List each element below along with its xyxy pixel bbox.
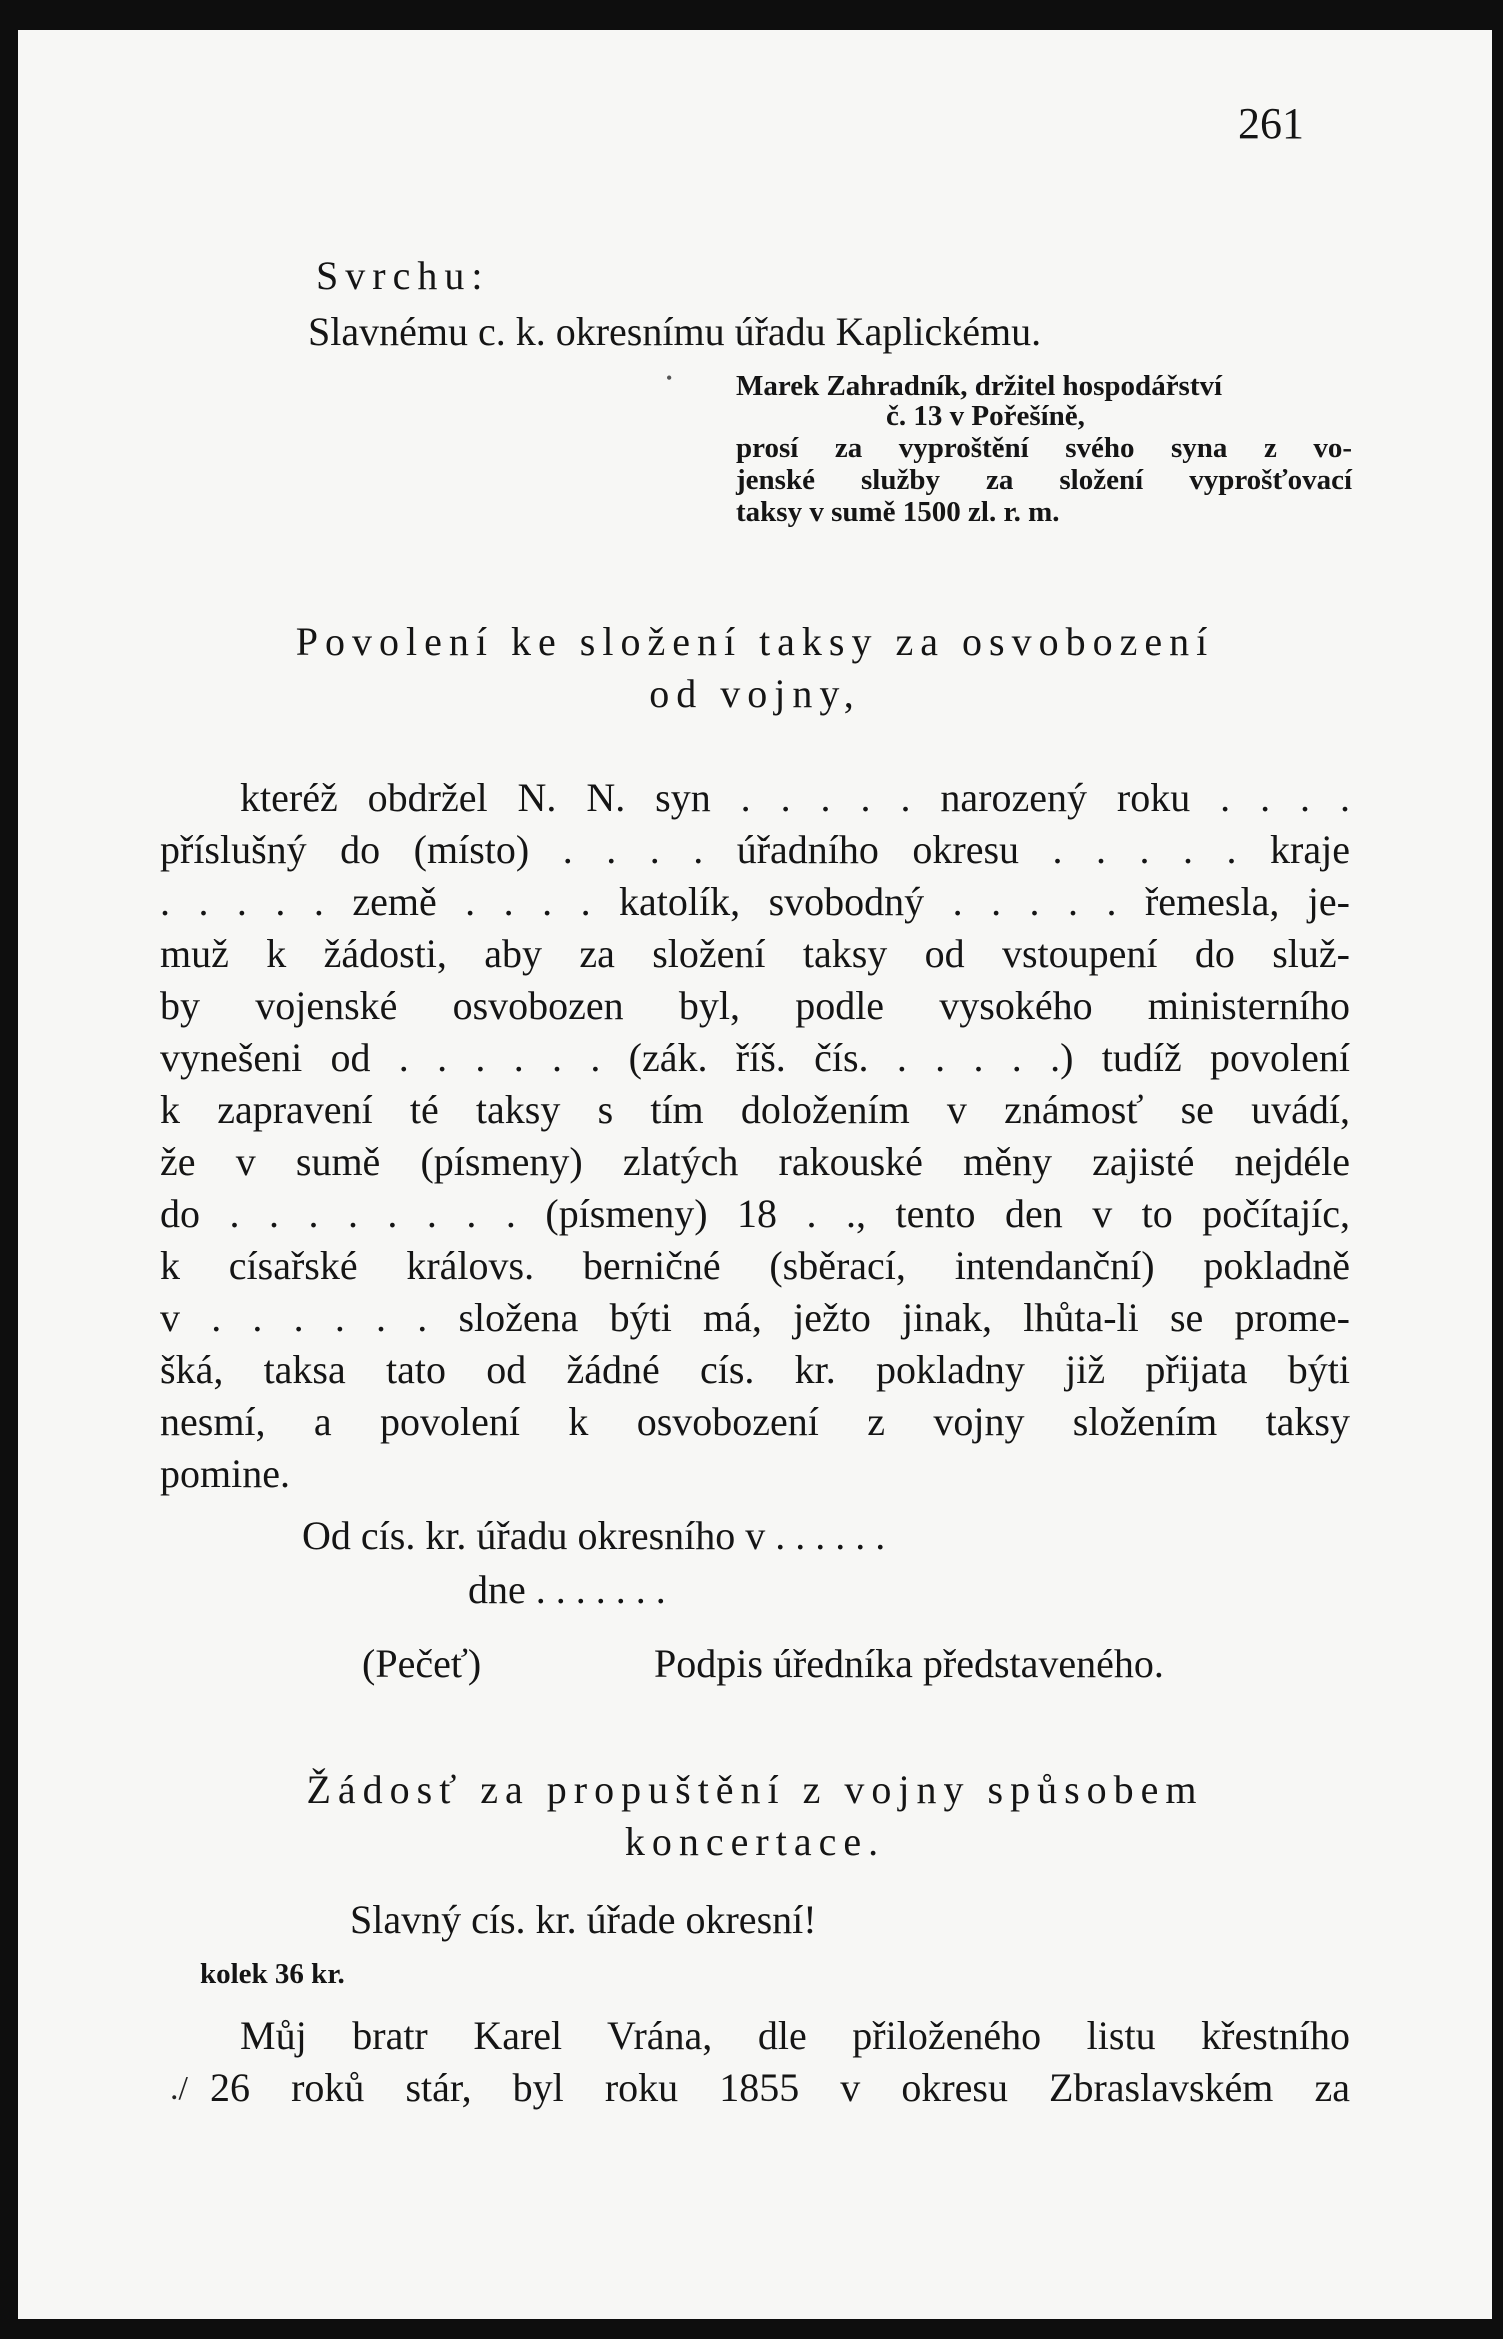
- summary-line-3: prosí za vyproštění svého syna z vo-: [736, 432, 1352, 464]
- date-line: dne . . . . . . .: [468, 1567, 666, 1612]
- request-heading-line-2: koncertace.: [624, 1819, 886, 1864]
- permit-body-line-13: nesmí, a povolení k osvobození z vojny složením taksy: [160, 1399, 1350, 1444]
- request-heading-line-1: Žádosť za propuštění z vojny spůsobem: [306, 1767, 1204, 1812]
- request-body-line-1: Můj bratr Karel Vrána, dle přiloženého listu křestního: [240, 2013, 1350, 2058]
- revenue-stamp-note: kolek 36 kr.: [200, 1958, 345, 1990]
- request-body-line-2: 26 roků stár, byl roku 1855 v okresu Zbraslavském za: [210, 2065, 1350, 2110]
- permit-body-line-10: k císařské královs. berničné (sběrací, intendanční) pokladně: [160, 1243, 1350, 1288]
- summary-line-2: č. 13 v Pořešíně,: [886, 400, 1085, 432]
- seal-label: (Pečeť): [362, 1641, 482, 1686]
- permit-body-line-12: šká, taksa tato od žádné cís. kr. pokladny již přijata býti: [160, 1347, 1350, 1392]
- margin-mark: ./: [170, 2070, 188, 2107]
- permit-body-line-14: pomine.: [160, 1451, 290, 1496]
- permit-body-line-7: k zapravení té taksy s tím doložením v známosť se uvádí,: [160, 1087, 1350, 1132]
- address-label: Svrchu:: [316, 253, 490, 298]
- permit-body-line-6: vynešeni od . . . . . . (zák. říš. čís. . . . . .) tudíž povolení: [160, 1035, 1350, 1080]
- address-recipient: Slavnému c. k. okresnímu úřadu Kaplickému.: [308, 309, 1042, 354]
- permit-heading-line-2: od vojny,: [649, 671, 861, 716]
- request-salutation: Slavný cís. kr. úřade okresní!: [350, 1897, 817, 1942]
- summary-line-1: Marek Zahradník, držitel hospodářství: [736, 370, 1223, 402]
- permit-body-line-8: že v sumě (písmeny) zlatých rakouské měny zajisté nejdéle: [160, 1139, 1350, 1184]
- permit-body-line-1: kteréž obdržel N. N. syn . . . . . narozený roku . . . .: [240, 775, 1350, 820]
- permit-body-line-11: v . . . . . . složena býti má, ježto jinak, lhůta-li se prome-: [160, 1295, 1350, 1340]
- signature-label: Podpis úředníka představeného.: [654, 1641, 1164, 1686]
- summary-line-5: taksy v sumě 1500 zl. r. m.: [736, 496, 1060, 528]
- office-line: Od cís. kr. úřadu okresního v . . . . . .: [302, 1513, 886, 1558]
- permit-body-line-5: by vojenské osvobozen byl, podle vysokého ministerního: [160, 983, 1350, 1028]
- dot-mark: •: [666, 368, 673, 388]
- permit-body-line-4: muž k žádosti, aby za složení taksy od vstoupení do služ-: [160, 931, 1350, 976]
- summary-line-4: jenské služby za složení vyprošťovací: [736, 464, 1352, 496]
- book-page: [18, 30, 1492, 2319]
- permit-heading-line-1: Povolení ke složení taksy za osvobození: [295, 619, 1215, 664]
- permit-body-line-3: . . . . . země . . . . katolík, svobodný . . . . . řemesla, je-: [160, 879, 1350, 924]
- page-number: 261: [1238, 99, 1304, 148]
- permit-body-line-2: příslušný do (místo) . . . . úřadního okresu . . . . . kraje: [160, 827, 1350, 872]
- permit-body-line-9: do . . . . . . . . (písmeny) 18 . ., tento den v to počítajíc,: [160, 1191, 1350, 1236]
